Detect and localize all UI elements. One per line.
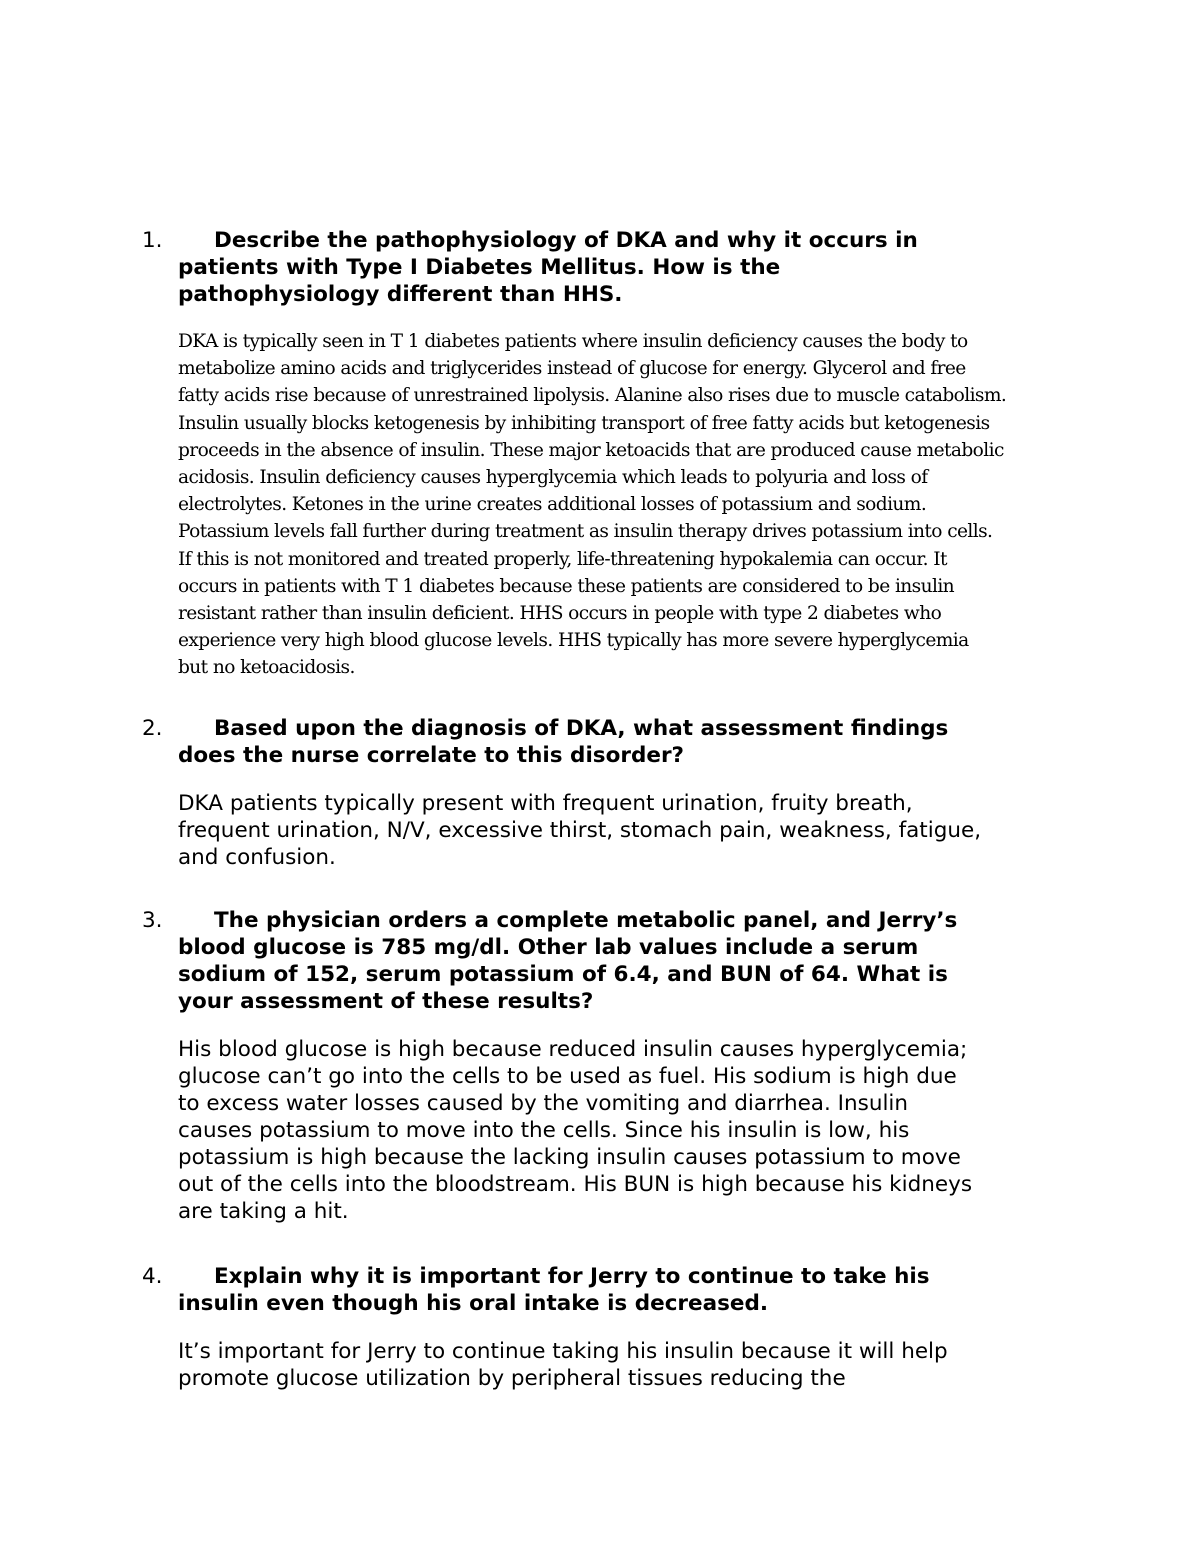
question-number: 3. xyxy=(142,908,163,933)
question-item-3 xyxy=(142,907,1072,1225)
question-number: 2. xyxy=(142,716,163,741)
question-item-1 xyxy=(142,227,1072,682)
question-number: 4. xyxy=(142,1264,163,1289)
question-item-4 xyxy=(142,1263,1072,1392)
answer-text: It’s important for Jerry to continue taking his insulin because it will help promote glucose utilization by peripheral tissues reducing the xyxy=(178,1339,948,1391)
answer-text: DKA patients typically present with frequent urination, fruity breath, frequent urination, N/V, excessive thirst, stomach pain, weakness, fatigue, and confusion. xyxy=(178,791,982,870)
question-item-2 xyxy=(142,715,1072,871)
question-text: Describe the pathophysiology of DKA and why it occurs in patients with Type I Diabetes Mellitus. How is the pathophysiology different than HHS. xyxy=(178,228,918,307)
question-text: The physician orders a complete metabolic panel, and Jerry’s blood glucose is 785 mg/dl. Other lab values include a serum sodium of 152, serum potassium of 6.4, and BUN of 64. What is your assessment of these results? xyxy=(178,908,958,1014)
answer-text: His blood glucose is high because reduced insulin causes hyperglycemia; glucose can’t go into the cells to be used as fuel. His sodium is high due to excess water losses caused by the vomiting and diarrhea. Insulin causes potassium to move into the cells. Since his insulin is low, his potassium is high because the lacking insulin causes potassium to move out of the cells into the bloodstream. His BUN is high because his kidneys are taking a hit. xyxy=(178,1037,973,1224)
question-number: 1. xyxy=(142,228,163,253)
question-text: Based upon the diagnosis of DKA, what assessment findings does the nurse correlate to this disorder? xyxy=(178,716,949,768)
question-text: Explain why it is important for Jerry to continue to take his insulin even though his oral intake is decreased. xyxy=(178,1264,930,1316)
answer-text: DKA is typically seen in T 1 diabetes patients where insulin deficiency causes the body to metabolize amino acids and triglycerides instead of glucose for energy. Glycerol and free fatty acids rise because of unrestrained lipolysis. Alanine also rises due to muscle catabolism. Insulin usually blocks ketogenesis by inhibiting transport of free fatty acids but ketogenesis proceeds in the absence of insulin. These major ketoacids that are produced cause metabolic acidosis. Insulin deficiency causes hyperglycemia which leads to polyuria and loss of electrolytes. Ketones in the urine creates additional losses of potassium and sodium. Potassium levels fall further during treatment as insulin therapy drives potassium into cells. If this is not monitored and treated properly, life-threatening hypokalemia can occur. It occurs in patients with T 1 diabetes because these patients are considered to be insulin resistant rather than insulin deficient. HHS occurs in people with type 2 diabetes who experience very high blood glucose levels. HHS typically has more severe hyperglycemia but no ketoacidosis. xyxy=(178,331,1007,679)
